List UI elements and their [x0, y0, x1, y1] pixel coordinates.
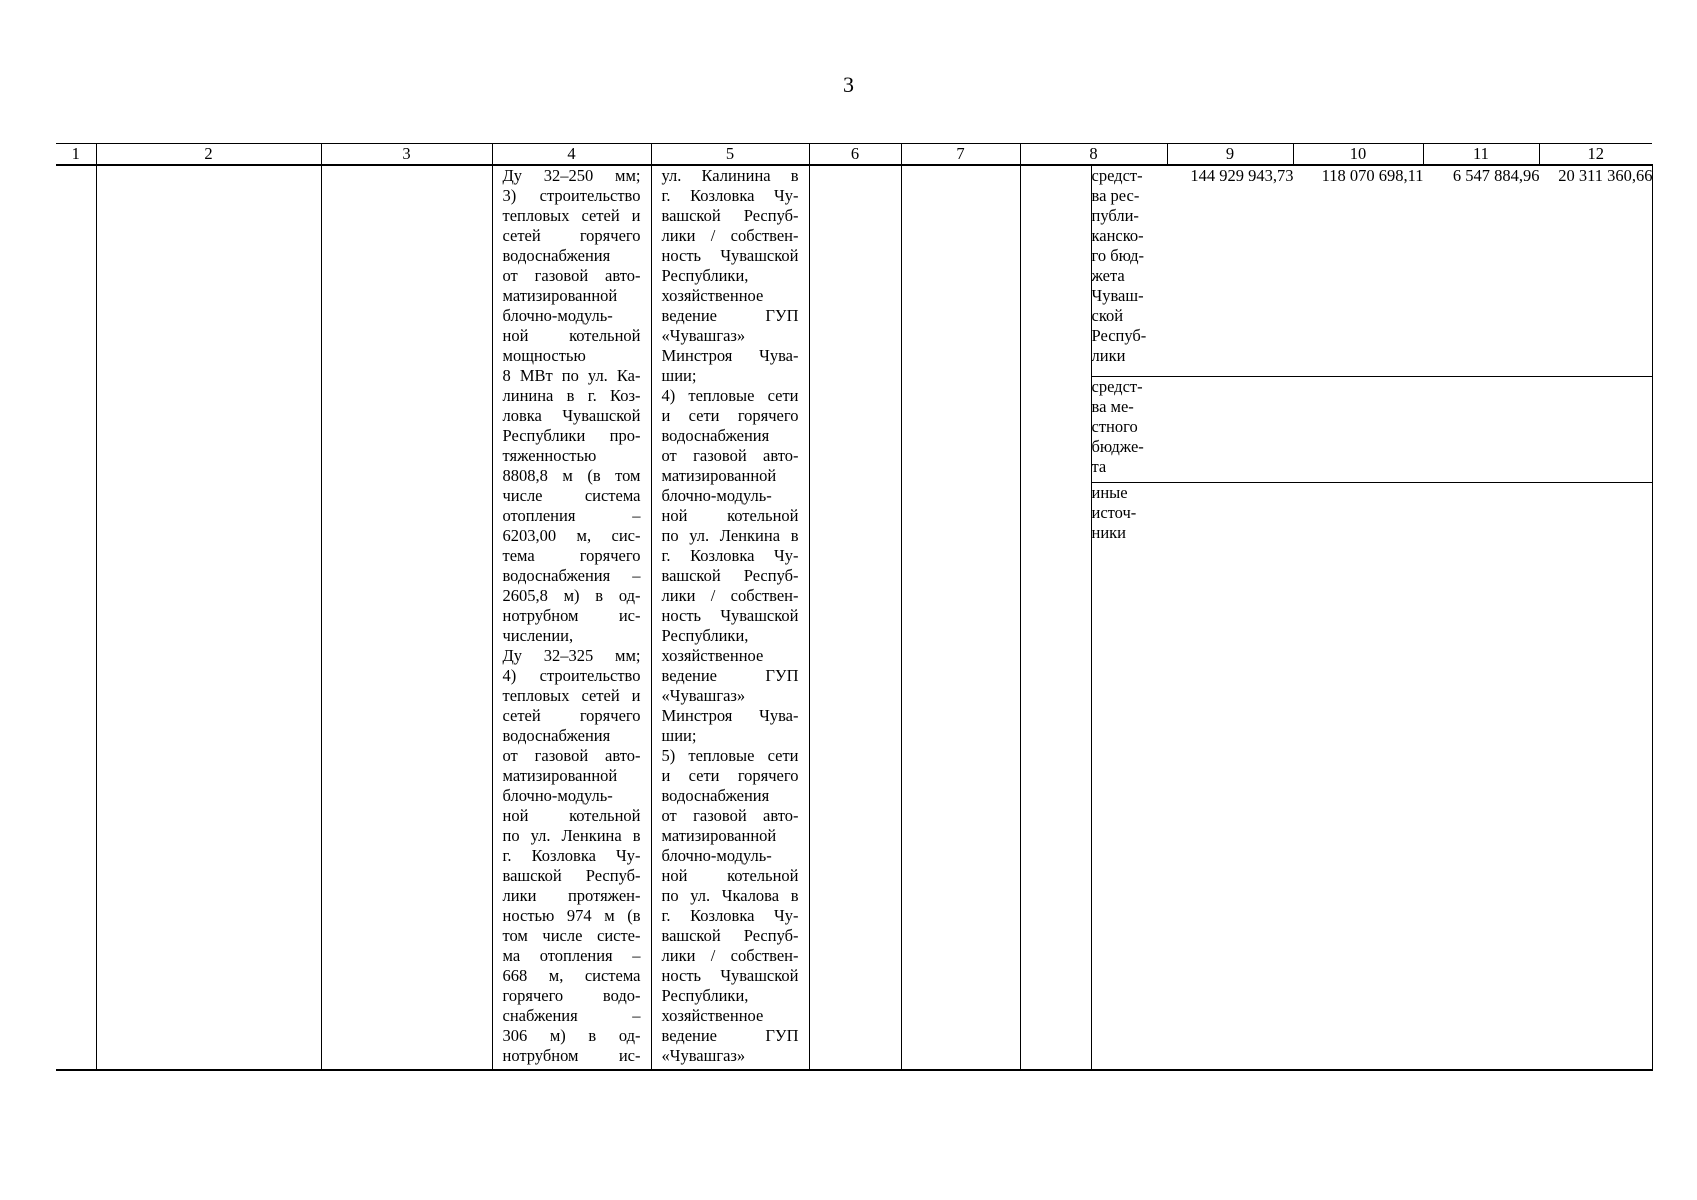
cell-col-8-empty: [1020, 165, 1091, 1070]
cell-col-5-ownership: [651, 165, 809, 1070]
cell-col-3: [321, 165, 492, 1070]
funding-sources-block: [1091, 165, 1652, 1070]
col-header-6: 6: [809, 144, 901, 166]
cell-col-7: [901, 165, 1020, 1070]
value-col-9: 144 929 943,73: [1168, 166, 1294, 377]
value-col-11: [1424, 483, 1540, 1070]
value-col-9: [1168, 483, 1294, 1070]
funding-source-label: средст- ва ме- стного бюдже- та: [1092, 377, 1168, 483]
funding-row-other: [1092, 483, 1653, 1070]
col-header-2: 2: [96, 144, 321, 166]
value-col-10: 118 070 698,11: [1294, 166, 1424, 377]
cell-col-1: [56, 165, 96, 1070]
col-header-4: 4: [492, 144, 651, 166]
col-header-1: 1: [56, 144, 96, 166]
col-header-7: 7: [901, 144, 1020, 166]
object-description-text: Ду 32–250 мм; 3) строительство тепловых сетей и сетей горячего водоснабжения от газовой авто- матизированной блочно-модуль- ной котельной мощностью 8 МВт по ул. Ка- линина в г. Коз- ловка Чувашской Республики про- тяженностью 8808,8 м (в том числе система отопления – 6203,00 м, сис- тема горячего водоснабжения – 2605,8 м) в од- нотрубном ис- числении, Ду 32–325 мм; 4) строительство тепловых сетей и сетей горячего водоснабжения от газовой авто- матизированной блочно-модуль- ной котельной по ул. Ленкина в г. Козловка Чу- вашской Респуб- лики протяжен- ностью 974 м (в том числе систе- ма отопления – 668 м, система горячего водо- снабжения – 306 м) в од- нотрубном ис-: [502, 166, 641, 1065]
page-number: 3: [843, 72, 854, 97]
cell-col-2: [96, 165, 321, 1070]
funding-row-republic: [1092, 166, 1653, 377]
cell-col-6: [809, 165, 901, 1070]
value-col-11: [1424, 377, 1540, 483]
value-col-10: [1294, 377, 1424, 483]
column-number-header-row: [56, 144, 1652, 166]
col-header-5: 5: [651, 144, 809, 166]
value-col-12: 20 311 360,66: [1540, 166, 1653, 377]
data-table: [56, 143, 1653, 1071]
col-header-3: 3: [321, 144, 492, 166]
funding-sources-table: [1092, 166, 1653, 1069]
funding-source-label: средст- ва рес- публи- канско- го бюд- жета Чуваш- ской Респуб- лики: [1092, 166, 1168, 377]
col-header-9: 9: [1167, 144, 1293, 166]
col-header-10: 10: [1293, 144, 1423, 166]
funding-row-local: [1092, 377, 1653, 483]
value-col-12: [1540, 483, 1653, 1070]
value-col-10: [1294, 483, 1424, 1070]
value-col-11: 6 547 884,96: [1424, 166, 1540, 377]
funding-source-label: иные источ- ники: [1091, 483, 1137, 542]
col-header-12: 12: [1539, 144, 1652, 166]
cell-col-4-description: [492, 165, 651, 1070]
col-header-8: 8: [1020, 144, 1167, 166]
value-col-9: [1168, 377, 1294, 483]
ownership-text: ул. Калинина в г. Козловка Чу- вашской Респуб- лики / собствен- ность Чувашской Республики, хозяйственное ведение ГУП «Чувашгаз» Минстроя Чува- шии; 4) тепловые сети и сети горячего водоснабжения от газовой авто- матизированной блочно-модуль- ной котельной по ул. Ленкина в г. Козловка Чу- вашской Респуб- лики / собствен- ность Чувашской Республики, хозяйственное ведение ГУП «Чувашгаз» Минстроя Чува- шии; 5) тепловые сети и сети горячего водоснабжения от газовой авто- матизированной блочно-модуль- ной котельной по ул. Чкалова в г. Козловка Чу- вашской Респуб- лики / собствен- ность Чувашской Республики, хозяйственное ведение ГУП «Чувашгаз»: [661, 166, 799, 1065]
value-col-12: [1540, 377, 1653, 483]
table-row: [56, 165, 1652, 1070]
col-header-11: 11: [1423, 144, 1539, 166]
